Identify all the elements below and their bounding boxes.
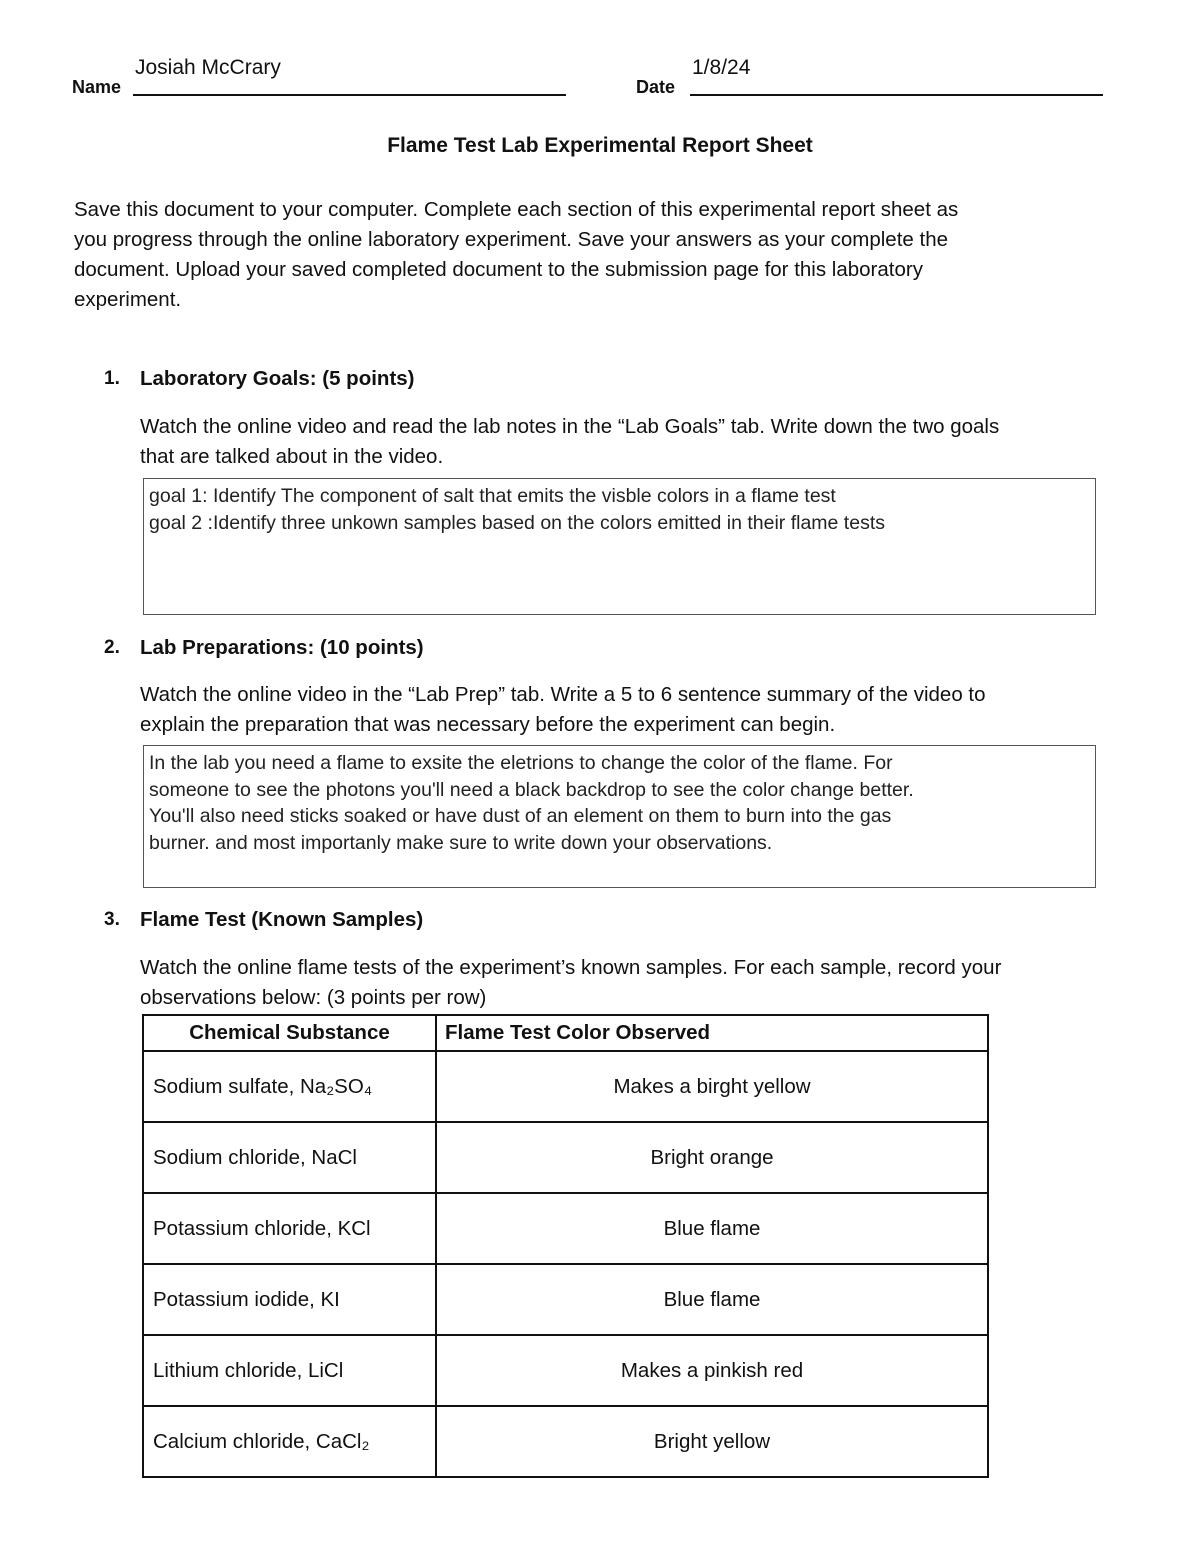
observed-cell[interactable]: Makes a pinkish red	[436, 1335, 988, 1406]
table-row	[143, 1193, 988, 1264]
name-underline	[133, 94, 566, 96]
instruction-line: Watch the online video and read the lab notes in the “Lab Goals” tab. Write down the two goals	[140, 415, 1000, 438]
substance-cell: Calcium chloride, CaCl₂	[143, 1406, 436, 1477]
instruction-line: Watch the online video in the “Lab Prep” tab. Write a 5 to 6 sentence summary of the video to	[140, 683, 986, 706]
date-label: Date	[636, 77, 676, 97]
goals-answer-box[interactable]	[143, 478, 1096, 615]
substance-cell: Lithium chloride, LiCl	[143, 1335, 436, 1406]
section-number: 2.	[104, 637, 120, 658]
observed-cell[interactable]: Blue flame	[436, 1264, 988, 1335]
substance-cell: Sodium sulfate, Na₂SO₄	[143, 1051, 436, 1122]
section-heading: Laboratory Goals: (5 points)	[140, 367, 415, 390]
section-instructions	[140, 412, 999, 472]
answer-line: You'll also need sticks soaked or have dust of an element on them to burn into the gas	[149, 805, 892, 827]
table-row	[143, 1122, 988, 1193]
intro-paragraph	[74, 195, 958, 315]
table-header-row	[143, 1015, 988, 1051]
answer-line: burner. and most importanly make sure to write down your observations.	[149, 831, 773, 854]
instruction-line: observations below: (3 points per row)	[140, 986, 487, 1009]
table-row	[143, 1051, 988, 1122]
intro-line: you progress through the online laboratory experiment. Save your answers as your complete the	[74, 228, 949, 251]
prep-answer-box[interactable]	[143, 745, 1096, 888]
instruction-line: explain the preparation that was necessary before the experiment can begin.	[140, 713, 836, 736]
intro-line: Save this document to your computer. Complete each section of this experimental report sheet as	[74, 198, 959, 221]
observed-cell[interactable]: Bright orange	[436, 1122, 988, 1193]
date-underline	[690, 94, 1103, 96]
section-number: 1.	[104, 368, 120, 389]
answer-line: goal 1: Identify The component of salt that emits the visble colors in a flame test	[149, 485, 836, 507]
observed-cell[interactable]: Bright yellow	[436, 1406, 988, 1477]
name-label: Name	[72, 77, 122, 97]
section-heading: Flame Test (Known Samples)	[140, 908, 424, 931]
table-row	[143, 1406, 988, 1477]
column-header-substance: Chemical Substance	[143, 1015, 436, 1051]
answer-line: goal 2 :Identify three unkown samples based on the colors emitted in their flame tests	[149, 511, 885, 534]
substance-cell: Potassium chloride, KCl	[143, 1193, 436, 1264]
column-header-observed: Flame Test Color Observed	[436, 1015, 988, 1051]
instruction-line: that are talked about in the video.	[140, 445, 444, 468]
intro-line: document. Upload your saved completed document to the submission page for this laboratory	[74, 258, 923, 281]
answer-line: In the lab you need a flame to exsite the eletrions to change the color of the flame. For	[149, 752, 893, 774]
section-heading: Lab Preparations: (10 points)	[140, 636, 424, 659]
date-value[interactable]: 1/8/24	[692, 56, 751, 79]
intro-line: experiment.	[74, 288, 182, 311]
answer-line: someone to see the photons you'll need a black backdrop to see the color change better.	[149, 778, 914, 801]
known-samples-table	[142, 1014, 989, 1478]
table-row	[143, 1335, 988, 1406]
section-number: 3.	[104, 909, 120, 930]
section-instructions	[140, 680, 986, 740]
instruction-line: Watch the online flame tests of the experiment’s known samples. For each sample, record your	[140, 956, 1002, 979]
section-instructions	[140, 953, 1001, 1013]
page-title: Flame Test Lab Experimental Report Sheet	[387, 134, 813, 157]
substance-cell: Potassium iodide, KI	[143, 1264, 436, 1335]
observed-cell[interactable]: Blue flame	[436, 1193, 988, 1264]
substance-cell: Sodium chloride, NaCl	[143, 1122, 436, 1193]
name-value[interactable]: Josiah McCrary	[135, 56, 281, 79]
observed-cell[interactable]: Makes a birght yellow	[436, 1051, 988, 1122]
table-row	[143, 1264, 988, 1335]
